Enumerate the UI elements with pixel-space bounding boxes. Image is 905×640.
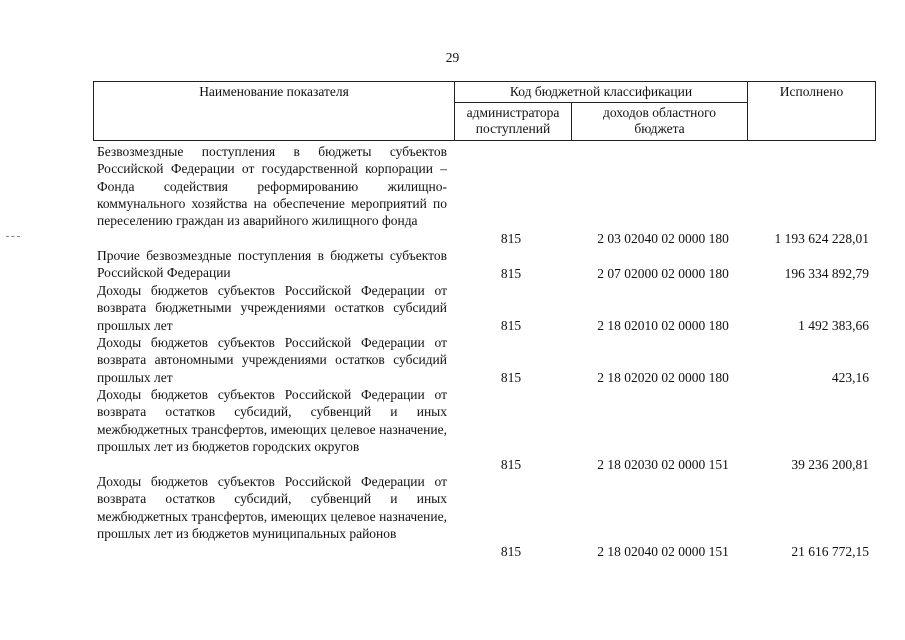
- row-budget-code: 2 18 02040 02 0000 151: [597, 543, 729, 559]
- page-number: 29: [445, 50, 460, 65]
- table-header: [93, 81, 876, 141]
- row-name: Доходы бюджетов субъектов Российской Федерации от возврата бюджетными учреждениями остатков субсидий прошлых лет: [97, 283, 447, 333]
- row-amount: 423,16: [831, 369, 869, 385]
- row-admin-code: 815: [500, 230, 522, 246]
- header-top-border: [93, 81, 876, 82]
- header-admin: администратора поступлений: [466, 105, 560, 136]
- table-row: [97, 473, 872, 560]
- row-amount: 1 492 383,66: [798, 317, 869, 333]
- row-budget-code: 2 03 02040 02 0000 180: [597, 230, 729, 246]
- row-budget-code: 2 18 02010 02 0000 180: [597, 317, 729, 333]
- row-amount: 1 193 624 228,01: [774, 230, 869, 246]
- header-code-group: Код бюджетной классификации: [509, 84, 693, 99]
- table-row: [97, 247, 872, 282]
- table-row: [97, 334, 872, 386]
- row-budget-code: 2 18 02030 02 0000 151: [597, 456, 729, 472]
- row-name: Доходы бюджетов субъектов Российской Федерации от возврата остатков субсидий, субвенций и иных межбюджетных трансфертов, имеющих целевое назначение, прошлых лет из бюджетов городских округов: [97, 387, 447, 454]
- row-name: Безвозмездные поступления в бюджеты субъектов Российской Федерации от государственной корпорации – Фонда содействия реформированию жилищно-коммунального хозяйства на обеспечение мероприятий по переселению граждан из аварийного жилищного фонда: [97, 144, 447, 229]
- row-name: Доходы бюджетов субъектов Российской Федерации от возврата автономными учреждениями остатков субсидий прошлых лет: [97, 335, 447, 385]
- row-admin-code: 815: [500, 369, 522, 385]
- row-name: Доходы бюджетов субъектов Российской Федерации от возврата остатков субсидий, субвенций и иных межбюджетных трансфертов, имеющих целевое назначение, прошлых лет из бюджетов муниципальных районов: [97, 474, 447, 541]
- header-income: доходов областного бюджета: [602, 105, 717, 136]
- row-admin-code: 815: [500, 543, 522, 559]
- table-row: [97, 143, 872, 247]
- row-admin-code: 815: [500, 265, 522, 281]
- row-admin-code: 815: [500, 456, 522, 472]
- header-right-border: [875, 81, 876, 141]
- row-amount: 39 236 200,81: [791, 456, 869, 472]
- row-budget-code: 2 07 02000 02 0000 180: [597, 265, 729, 281]
- row-name: Прочие безвозмездные поступления в бюджеты субъектов Российской Федерации: [97, 248, 447, 281]
- margin-mark: [6, 236, 20, 237]
- row-budget-code: 2 18 02020 02 0000 180: [597, 369, 729, 385]
- row-admin-code: 815: [500, 317, 522, 333]
- header-subgroup-border: [454, 102, 747, 103]
- row-amount: 21 616 772,15: [791, 543, 869, 559]
- row-amount: 196 334 892,79: [784, 265, 869, 281]
- header-bottom-border: [93, 140, 876, 141]
- header-executed: Исполнено: [779, 84, 844, 99]
- table-row: [97, 282, 872, 334]
- header-name: Наименование показателя: [199, 84, 349, 99]
- table-row: [97, 386, 872, 473]
